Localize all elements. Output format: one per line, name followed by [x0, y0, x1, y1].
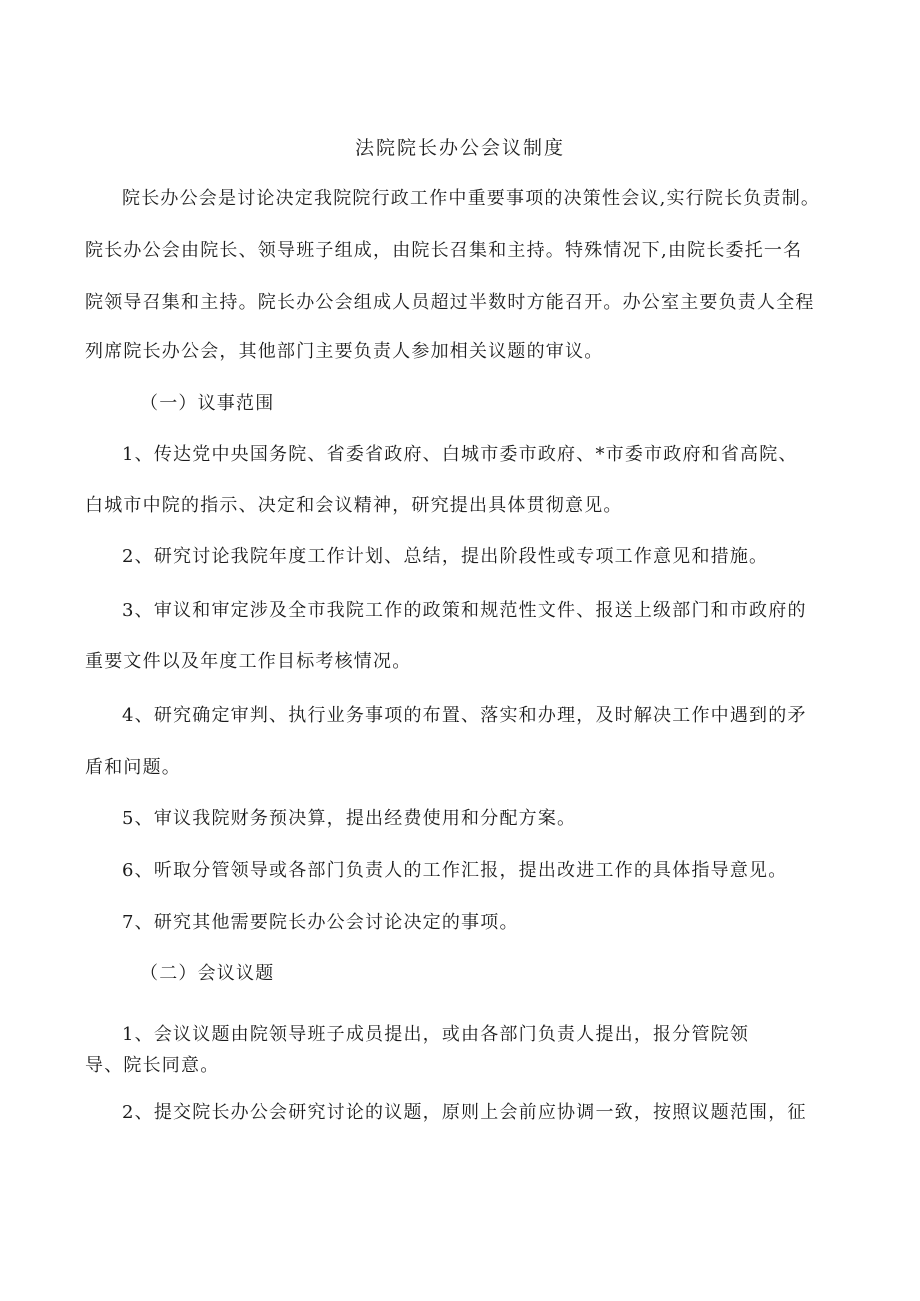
- scope-item-5: 5、审议我院财务预决算，提出经费使用和分配方案。: [122, 808, 577, 829]
- scope-item-3-line-1: 3、审议和审定涉及全市我院工作的政策和规范性文件、报送上级部门和市政府的: [122, 600, 807, 621]
- intro-line-3: 院领导召集和主持。院长办公会组成人员超过半数时方能召开。办公室主要负责人全程: [85, 292, 815, 313]
- scope-item-1-line-1: 1、传达党中央国务院、省委省政府、白城市委市政府、*市委市政府和省高院、: [122, 444, 798, 465]
- scope-item-4-line-1: 4、研究确定审判、执行业务事项的布置、落实和办理，及时解决工作中遇到的矛: [122, 705, 807, 726]
- page-title: 法院院长办公会议制度: [354, 137, 565, 159]
- topics-item-1-line-1: 1、会议议题由院领导班子成员提出，或由各部门负责人提出，报分管院领: [122, 1024, 750, 1045]
- scope-item-6: 6、听取分管领导或各部门负责人的工作汇报，提出改进工作的具体指导意见。: [122, 860, 788, 881]
- scope-item-1-line-2: 白城市中院的指示、决定和会议精神，研究提出具体贯彻意见。: [85, 495, 623, 516]
- topics-item-1-line-2: 导、院长同意。: [85, 1055, 220, 1076]
- intro-line-2: 院长办公会由院长、领导班子组成，由院长召集和主持。特殊情况下,由院长委托一名: [85, 240, 803, 261]
- scope-item-7: 7、研究其他需要院长办公会讨论决定的事项。: [122, 912, 519, 933]
- scope-item-4-line-2: 盾和问题。: [85, 757, 181, 778]
- section-heading-scope: （一）议事范围: [140, 393, 275, 414]
- scope-item-3-line-2: 重要文件以及年度工作目标考核情况。: [85, 651, 412, 672]
- intro-line-4: 列席院长办公会，其他部门主要负责人参加相关议题的审议。: [85, 341, 604, 362]
- section-heading-topics: （二）会议议题: [140, 963, 275, 984]
- scope-item-2: 2、研究讨论我院年度工作计划、总结，提出阶段性或专项工作意见和措施。: [122, 546, 769, 567]
- topics-item-2-line-1: 2、提交院长办公会研究讨论的议题，原则上会前应协调一致，按照议题范围，征: [122, 1102, 807, 1123]
- intro-line-1: 院长办公会是讨论决定我院院行政工作中重要事项的决策性会议,实行院长负责制。: [122, 188, 821, 209]
